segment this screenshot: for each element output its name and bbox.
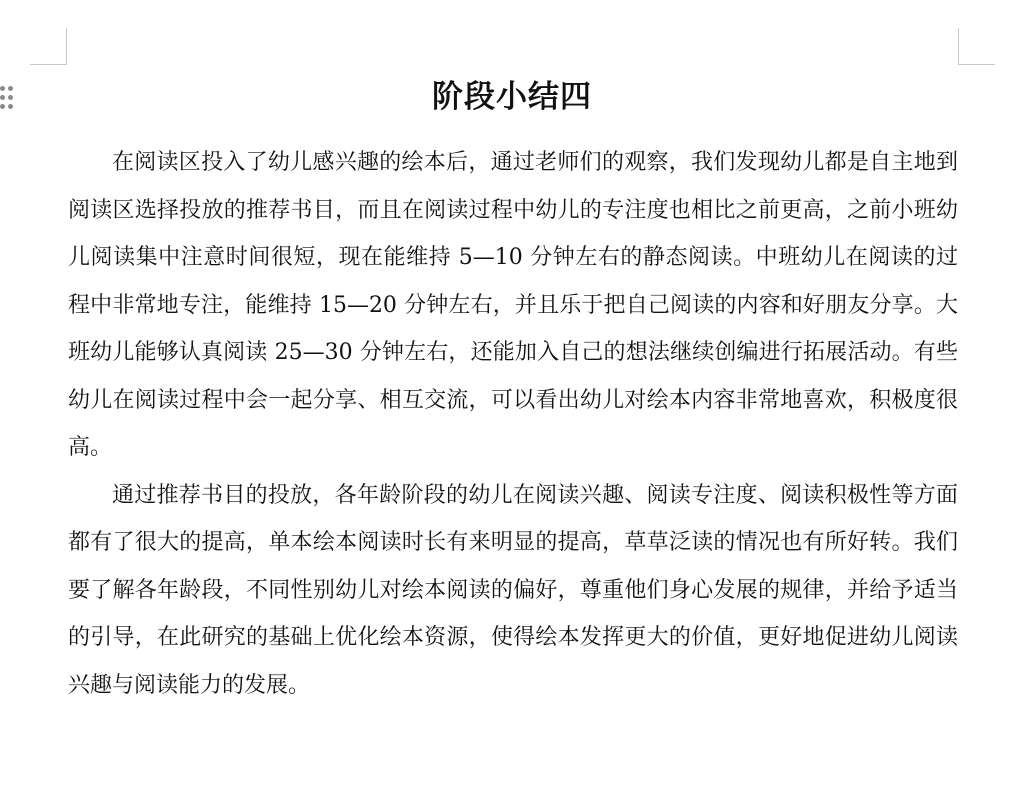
paragraph-1[interactable]: 在阅读区投入了幼儿感兴趣的绘本后，通过老师们的观察，我们发现幼儿都是自主地到阅读区选择投放的推荐书目，而且在阅读过程中幼儿的专注度也相比之前更高，之前小班幼儿阅读集中注意时间很短，现在能维持 5—10 分钟左右的静态阅读。中班幼儿在阅读的过程中非常地专注，能维持 15—20 分钟左右，并且乐于把自己阅读的内容和好朋友分享。大班幼儿能够认真阅读 25—30 分钟左右，还能加入自己的想法继续创编进行拓展活动。有些幼儿在阅读过程中会一起分享、相互交流，可以看出幼儿对绘本内容非常地喜欢，积极度很高。	[68, 150, 958, 460]
margin-corner-top-right	[958, 28, 995, 65]
paragraph-2[interactable]: 通过推荐书目的投放，各年龄阶段的幼儿在阅读兴趣、阅读专注度、阅读积极性等方面都有了很大的提高，单本绘本阅读时长有来明显的提高，草草泛读的情况也有所好转。我们要了解各年龄段，不同性别幼儿对绘本阅读的偏好，尊重他们身心发展的规律，并给予适当的引导，在此研究的基础上优化绘本资源，使得绘本发挥更大的价值，更好地促进幼儿阅读兴趣与阅读能力的发展。	[68, 482, 958, 698]
document-body[interactable]	[68, 139, 958, 709]
document-title[interactable]: 阶段小结四	[432, 79, 592, 115]
margin-corner-top-left	[30, 28, 67, 65]
